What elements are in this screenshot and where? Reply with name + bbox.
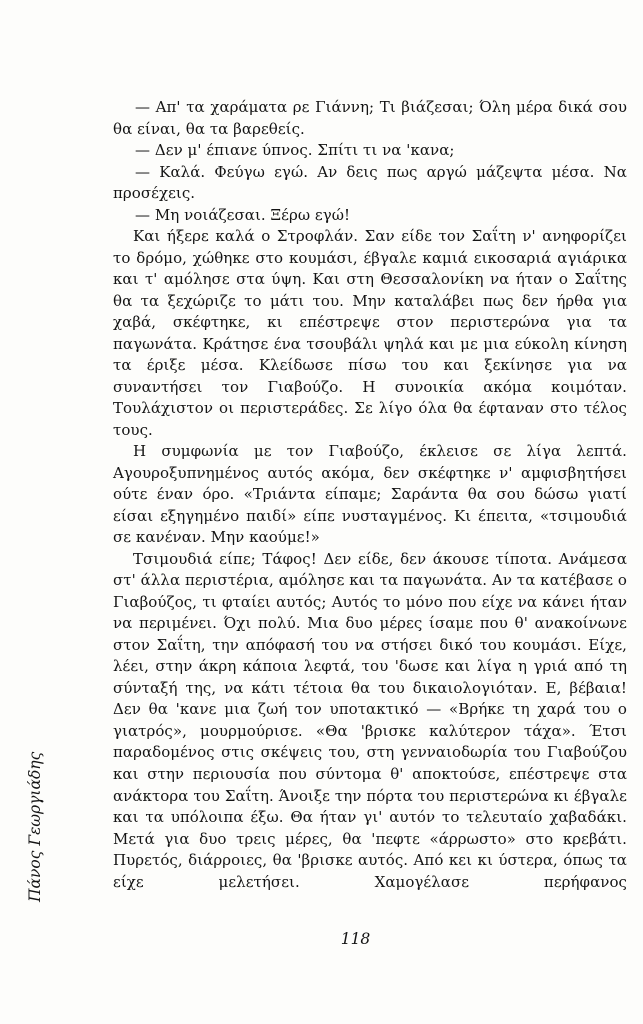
paragraph: Η συμφωνία με τον Γιαβούζο, έκλεισε σε λίγα λεπτά. Αγουροξυπνημένος αυτός ακόμα, δεν σκέφτηκε ν' αμφισβητήσει ούτε έναν όρο. «Τριάντα είπαμε; Σαράντα θα σου δώσω γιατί είσαι εξηγημένο παιδί» είπε νυσταγμένος. Κι έπειτα, «τσιμουδιά σε κανέναν. Μην καούμε!» bbox=[113, 442, 627, 547]
running-head-author: Πάνος Γεωργιάδης bbox=[26, 751, 44, 902]
paragraph: — Δεν μ' έπιανε ύπνος. Σπίτι τι να 'κανα; bbox=[135, 141, 455, 160]
paragraph: — Απ' τα χαράματα ρε Γιάννη; Τι βιάζεσαι; Όλη μέρα δικά σου θα είναι, θα τα βαρεθείς. bbox=[113, 98, 627, 138]
paragraph: — Μη νοιάζεσαι. Ξέρω εγώ! bbox=[135, 205, 351, 224]
paragraph: Τσιμουδιά είπε; Τάφος! Δεν είδε, δεν άκουσε τίποτα. Ανάμεσα στ' άλλα περιστέρια, αμόλησε και τα παγωνάτα. Αν τα κατέβασε ο Γιαβούζος, τι φταίει αυτός; Αυτός το μόνο που είχε να κάνει ήταν να περιμένει. Όχι πολύ. Μια δυο μέρες ίσαμε που θ' ανακοίνωνε στον Σαΐτη, την απόφασή του να στήσει δικό του κουμάσι. Είχε, λέει, στην άκρη κάποια λεφτά, του 'δωσε και λίγα η γριά από τη σύνταξή της, να κάτι τέτοια θα του δικαιολογιόταν. Ε, βέβαια! Δεν θα 'κανε μια ζωή τον υποτακτικό — «Βρήκε τη χαρά του ο γιατρός», μουρμούρισε. «Θα 'βρισκε καλύτερον τάχα». Έτσι παραδομένος στις σκέψεις του, στη γενναιοδωρία του Γιαβούζου και στην περιουσία που σύντομα θ' αποκτούσε, επέστρεψε στα ανάκτορα του Σαΐτη. Άνοιξε την πόρτα του περιστερώνα κι έβγαλε και τα υπόλοιπα έξω. Θα ήταν γι' αυτόν το τελευταίο χαβαδάκι. Μετά για δυο τρεις μέρες, θα 'πεφτε «άρρωστο» στο κρεβάτι. Πυρετός, διάρροιες, θα 'βρισκε αυτός. Από κει κι ύστερα, όπως τα είχε μελετήσει. Χαμογέλασε περήφανος bbox=[113, 549, 627, 891]
body-text bbox=[113, 97, 627, 893]
page-number: 118 bbox=[340, 930, 371, 948]
paragraph: — Καλά. Φεύγω εγώ. Αν δεις πως αργώ μάζεψτα μέσα. Να προσέχεις. bbox=[113, 162, 627, 203]
paragraph: Και ήξερε καλά ο Στροφλάν. Σαν είδε τον Σαΐτη ν' ανηφορίζει το δρόμο, χώθηκε στο κουμάσι, έβγαλε καμιά εικοσαριά αγιάρικα και τ' αμόλησε στα ύψη. Και στη Θεσσαλονίκη να ήταν ο Σαΐτης θα τα ξεχώριζε το μάτι του. Μην καταλάβει πως δεν ήρθα για χαβά, σκέφτηκε, κι επέστρεψε στον περιστερώνα για τα παγωνάτα. Κράτησε ένα τσουβάλι ψηλά και με μια εύκολη κίνηση τα έριξε μέσα. Κλείδωσε πίσω του και ξεκίνησε για να συναντήσει τον Γιαβούζο. Η συνοικία ακόμα κοιμόταν. Τουλάχιστον οι περιστεράδες. Σε λίγο όλα θα έφταναν στο τέλος τους. bbox=[113, 227, 627, 439]
